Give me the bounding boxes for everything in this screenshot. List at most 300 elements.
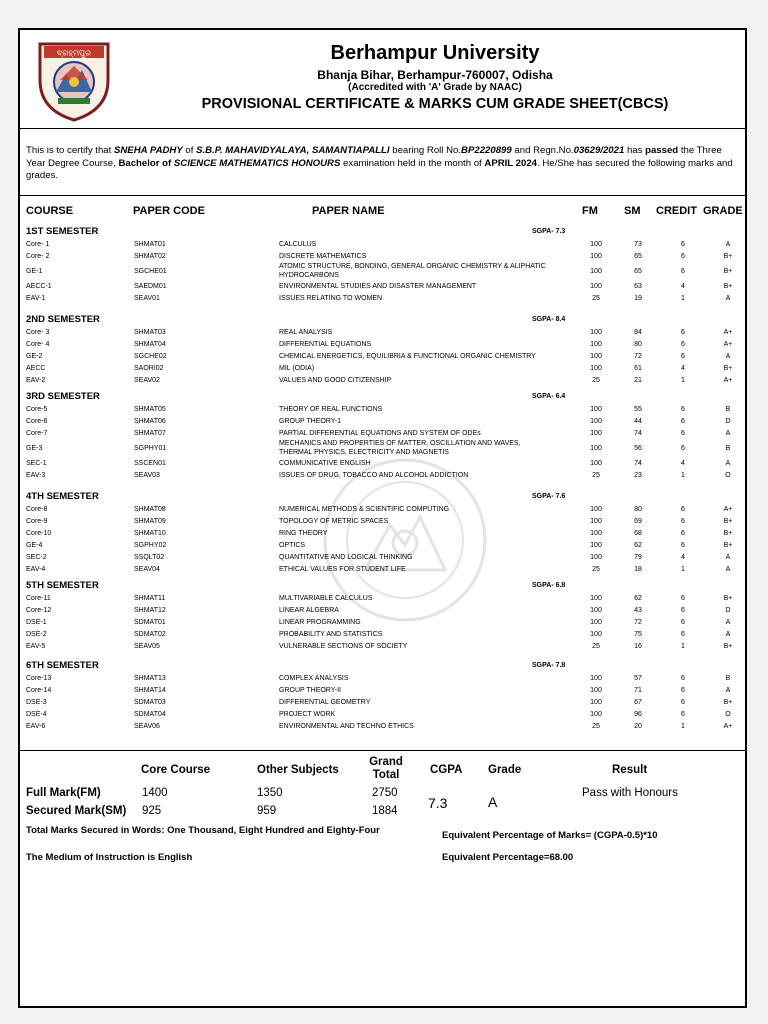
paper-name: PARTIAL DIFFERENTIAL EQUATIONS AND SYSTEM OF ODEs: [279, 430, 481, 437]
secured-mark: 23: [634, 472, 642, 479]
credit: 6: [681, 329, 685, 336]
credit: 6: [681, 241, 685, 248]
table-row: [20, 439, 745, 457]
secured-mark: 21: [634, 377, 642, 384]
paper-code: SGPHY02: [134, 542, 167, 549]
full-mark: 100: [590, 365, 602, 372]
full-mark: 100: [590, 329, 602, 336]
secured-mark-label: Secured Mark(SM): [26, 805, 127, 817]
grade: O: [725, 472, 731, 479]
paper-name: QUANTITATIVE AND LOGICAL THINKING: [279, 554, 413, 561]
full-mark: 25: [592, 295, 600, 302]
grade: B+: [723, 530, 733, 537]
credit: 1: [681, 295, 685, 302]
grade: A+: [723, 723, 733, 730]
table-row: [20, 720, 745, 732]
logo-top-text: ବ୍ରହ୍ମପୁର: [56, 48, 92, 58]
credit: 4: [681, 460, 685, 467]
course-code: DSE-1: [26, 619, 47, 626]
roll-number: BP2220899: [461, 145, 512, 156]
credit: 1: [681, 566, 685, 573]
table-row: [20, 262, 745, 280]
paper-code: SGCHE02: [134, 353, 167, 360]
credit: 6: [681, 406, 685, 413]
paper-code: SAEDM01: [134, 283, 167, 290]
course-code: EAV-2: [26, 377, 46, 384]
paper-name: OPTICS: [279, 542, 306, 549]
paper-code: SEAV05: [134, 643, 160, 650]
full-mark: 100: [590, 353, 602, 360]
paper-name: MECHANICS AND PROPERTIES OF MATTER, OSCILLATION AND WAVES, THERMAL PHYSICS, ELECTRICITY AND MAGNETIS: [279, 440, 521, 456]
medium-of-instruction: The Medium of Instruction is English: [26, 852, 193, 863]
table-row: [20, 292, 745, 304]
secured-mark: 62: [634, 595, 642, 602]
secured-mark: 74: [634, 430, 642, 437]
grade: A+: [723, 506, 733, 513]
full-mark: 100: [590, 687, 602, 694]
full-mark: 100: [590, 518, 602, 525]
paper-code: SHMAT06: [134, 418, 166, 425]
header-divider: [20, 128, 745, 129]
full-mark: 25: [592, 377, 600, 384]
semester-title: 2ND SEMESTER: [26, 314, 100, 325]
grade: A: [725, 460, 731, 467]
course-code: Core- 3: [26, 329, 50, 336]
course-subject: SCIENCE MATHEMATICS HONOURS: [173, 157, 341, 169]
secured-mark: 96: [634, 711, 642, 718]
paper-name: LINEAR PROGRAMMING: [279, 619, 361, 626]
full-mark: 100: [590, 506, 602, 513]
col-credit-header: CREDIT: [656, 205, 697, 217]
secured-mark: 16: [634, 643, 642, 650]
course-code: GE-4: [26, 542, 43, 549]
grade: B+: [723, 253, 733, 260]
course-code: AECC: [26, 365, 46, 372]
grade: B+: [723, 365, 733, 372]
table-row: [20, 672, 745, 684]
table-row: [20, 628, 745, 640]
course-code: EAV-4: [26, 566, 46, 573]
paper-code: SSCEN01: [134, 460, 166, 467]
table-row: [20, 640, 745, 652]
grade: A: [725, 241, 731, 248]
paper-name: VULNERABLE SECTIONS OF SOCIETY: [279, 643, 408, 650]
credit: 6: [681, 506, 685, 513]
credit: 1: [681, 643, 685, 650]
course-code: Core-7: [26, 430, 48, 437]
credit: 6: [681, 687, 685, 694]
semester-sgpa: SGPA- 7.8: [532, 662, 566, 669]
credit: 6: [681, 418, 685, 425]
semester-sgpa: SGPA- 8.4: [532, 316, 566, 323]
paper-code: SHMAT09: [134, 518, 166, 525]
grade: A: [725, 295, 731, 302]
course-code: Core-13: [26, 675, 52, 682]
grade: B+: [723, 643, 733, 650]
grade: B: [725, 675, 731, 682]
grade: A: [725, 687, 731, 694]
course-code: Core-10: [26, 530, 52, 537]
paper-code: SSQLT02: [134, 554, 165, 561]
paper-name: ENVIRONMENTAL STUDIES AND DISASTER MANAGEMENT: [279, 283, 477, 290]
paper-name: DISCRETE MATHEMATICS: [279, 253, 367, 260]
paper-code: SEAV04: [134, 566, 160, 573]
course-code: Core- 2: [26, 253, 50, 260]
full-mark: 100: [590, 283, 602, 290]
table-row: [20, 238, 745, 250]
grade: A+: [723, 329, 733, 336]
full-mark: 100: [590, 554, 602, 561]
table-row: [20, 374, 745, 386]
secured-mark: 73: [634, 241, 642, 248]
paper-name: VALUES AND GOOD CITIZENSHIP: [279, 377, 392, 384]
course-code: GE-1: [26, 268, 43, 275]
course-code: DSE-4: [26, 711, 47, 718]
full-mark: 100: [590, 418, 602, 425]
semester-sgpa: SGPA- 6.8: [532, 582, 566, 589]
full-mark: 100: [590, 406, 602, 413]
grade: D: [725, 607, 731, 614]
paper-code: SHMAT11: [134, 595, 166, 602]
paper-code: SEAV02: [134, 377, 160, 384]
full-mark: 25: [592, 723, 600, 730]
grade: B+: [723, 518, 733, 525]
table-row: [20, 551, 745, 563]
paper-name: CALCULUS: [279, 241, 317, 248]
course-code: Core-8: [26, 506, 48, 513]
credit: 6: [681, 430, 685, 437]
paper-name: MULTIVARIABLE CALCULUS: [279, 595, 373, 602]
full-mark: 100: [590, 430, 602, 437]
secured-mark: 71: [634, 687, 642, 694]
grade: B+: [723, 268, 733, 275]
university-name: Berhampur University: [330, 42, 540, 64]
secured-mark: 56: [634, 445, 642, 452]
secured-mark: 19: [634, 295, 642, 302]
grade-sheet: [18, 28, 747, 1008]
course-code: EAV-1: [26, 295, 46, 302]
course-code: GE-2: [26, 353, 43, 360]
col-code-header: PAPER CODE: [133, 205, 205, 217]
paper-name: ISSUES RELATING TO WOMEN: [279, 295, 383, 302]
secured-mark-other: 959: [257, 805, 277, 817]
credit: 6: [681, 619, 685, 626]
table-row: [20, 350, 745, 362]
credit: 6: [681, 530, 685, 537]
percentage-formula: Equivalent Percentage of Marks= (CGPA-0.5)*10: [442, 830, 658, 841]
paper-name: COMMUNICATIVE ENGLISH: [279, 460, 371, 467]
paper-name: GROUP THEORY-1: [279, 418, 341, 425]
full-mark: 100: [590, 460, 602, 467]
college-name: S.B.P. MAHAVIDYALAYA, SAMANTIAPALLI: [196, 145, 390, 156]
table-divider: [20, 195, 745, 196]
full-mark: 100: [590, 619, 602, 626]
grade: A: [725, 619, 731, 626]
full-mark: 100: [590, 711, 602, 718]
secured-mark: 69: [634, 518, 642, 525]
secured-mark: 18: [634, 566, 642, 573]
credit: 6: [681, 631, 685, 638]
paper-name: MIL (ODIA): [279, 365, 315, 372]
credit: 6: [681, 542, 685, 549]
grade: D: [725, 418, 731, 425]
grade: A: [725, 566, 731, 573]
course-code: Core-14: [26, 687, 52, 694]
secured-mark: 55: [634, 406, 642, 413]
credit: 6: [681, 253, 685, 260]
full-mark: 100: [590, 268, 602, 275]
secured-mark: 62: [634, 542, 642, 549]
secured-mark: 80: [634, 506, 642, 513]
secured-mark: 63: [634, 283, 642, 290]
semester-title: 5TH SEMESTER: [26, 580, 99, 591]
grade: A+: [723, 341, 733, 348]
secured-mark: 65: [634, 268, 642, 275]
full-mark: 25: [592, 566, 600, 573]
paper-name: PROJECT WORK: [279, 711, 336, 718]
paper-name: ENVIRONMENTAL AND TECHNO ETHICS: [279, 723, 414, 730]
paper-code: SEAV01: [134, 295, 160, 302]
paper-name: NUMERICAL METHODS & SCIENTIFIC COMPUTING: [279, 506, 450, 513]
full-mark: 100: [590, 530, 602, 537]
table-row: [20, 515, 745, 527]
credit: 6: [681, 607, 685, 614]
university-address: Bhanja Bihar, Berhampur-760007, Odisha: [317, 68, 553, 82]
paper-code: SDMAT01: [134, 619, 166, 626]
paper-code: SHMAT07: [134, 430, 166, 437]
grade: B+: [723, 595, 733, 602]
paper-name: CHEMICAL ENERGETICS, EQUILIBRIA & FUNCTIONAL ORGANIC CHEMISTRY: [279, 353, 536, 360]
full-mark: 100: [590, 607, 602, 614]
course-code: DSE-2: [26, 631, 47, 638]
credit: 4: [681, 365, 685, 372]
full-mark: 25: [592, 643, 600, 650]
table-row: [20, 326, 745, 338]
col-name-header: PAPER NAME: [312, 205, 385, 217]
table-row: [20, 280, 745, 292]
paper-code: SHMAT05: [134, 406, 166, 413]
paper-name: ETHICAL VALUES FOR STUDENT LIFE: [279, 566, 406, 573]
semester-title: 6TH SEMESTER: [26, 660, 99, 671]
col-sm-header: SM: [624, 205, 641, 217]
registration-number: 03629/2021: [573, 145, 625, 156]
table-row: [20, 469, 745, 481]
table-row: [20, 338, 745, 350]
summary-grade-header: Grade: [488, 764, 522, 776]
grade: B+: [723, 699, 733, 706]
credit: 4: [681, 283, 685, 290]
summary-other-header: Other Subjects: [257, 764, 339, 776]
full-mark: 25: [592, 472, 600, 479]
table-row: [20, 427, 745, 439]
secured-mark-grand: 1884: [372, 805, 398, 817]
full-mark: 100: [590, 445, 602, 452]
grade: A: [725, 631, 731, 638]
course-code: Core-12: [26, 607, 52, 614]
table-row: [20, 527, 745, 539]
semester-title: 4TH SEMESTER: [26, 491, 99, 502]
grade: A: [725, 554, 731, 561]
course-code: Core- 4: [26, 341, 50, 348]
grade: A: [725, 430, 731, 437]
paper-code: SGPHY01: [134, 445, 167, 452]
secured-mark: 72: [634, 353, 642, 360]
paper-name: THEORY OF REAL FUNCTIONS: [279, 406, 383, 413]
paper-code: SAORI02: [134, 365, 164, 372]
grade: B: [725, 406, 731, 413]
semester-title: 3RD SEMESTER: [26, 391, 100, 402]
student-name: SNEHA PADHY: [113, 145, 183, 156]
course-code: AECC-1: [26, 283, 52, 290]
secured-mark-core: 925: [142, 805, 162, 817]
credit: 6: [681, 518, 685, 525]
semester-sgpa: SGPA- 6.4: [532, 393, 566, 400]
cgpa-value: 7.3: [428, 795, 448, 811]
table-row: [20, 708, 745, 720]
credit: 1: [681, 723, 685, 730]
credit: 6: [681, 595, 685, 602]
paper-name: DIFFERENTIAL EQUATIONS: [279, 341, 372, 348]
grade: B+: [723, 283, 733, 290]
paper-name: COMPLEX ANALYSIS: [279, 675, 349, 682]
paper-name: TOPOLOGY OF METRIC SPACES: [279, 518, 389, 525]
col-course-header: COURSE: [26, 205, 74, 217]
course-code: Core-5: [26, 406, 48, 413]
secured-mark: 84: [634, 329, 642, 336]
paper-code: SHMAT10: [134, 530, 166, 537]
paper-code: SDMAT04: [134, 711, 166, 718]
summary-grand-header: Grand Total: [369, 756, 403, 781]
full-mark-grand: 2750: [372, 787, 398, 799]
grade: A+: [723, 377, 733, 384]
table-row: [20, 696, 745, 708]
semester-sgpa: SGPA- 7.3: [532, 228, 566, 235]
summary-cgpa-header: CGPA: [430, 764, 463, 776]
table-row: [20, 503, 745, 515]
credit: 6: [681, 341, 685, 348]
marks-in-words: Total Marks Secured in Words: One Thousand, Eight Hundred and Eighty-Four: [26, 825, 380, 836]
secured-mark: 79: [634, 554, 642, 561]
paper-code: SHMAT12: [134, 607, 166, 614]
table-row: [20, 604, 745, 616]
course-code: GE-3: [26, 445, 43, 452]
secured-mark: 57: [634, 675, 642, 682]
paper-name: RING THEORY: [279, 530, 328, 537]
paper-name: LINEAR ALGEBRA: [279, 607, 339, 614]
full-mark: 100: [590, 631, 602, 638]
course-code: Core- 1: [26, 241, 50, 248]
course-code: EAV-5: [26, 643, 46, 650]
table-row: [20, 457, 745, 469]
secured-mark: 68: [634, 530, 642, 537]
equivalent-percentage: Equivalent Percentage=68.00: [442, 852, 574, 863]
paper-code: SHMAT01: [134, 241, 166, 248]
full-mark: 100: [590, 699, 602, 706]
credit: 6: [681, 445, 685, 452]
accreditation: (Accredited with 'A' Grade by NAAC): [348, 82, 522, 93]
secured-mark: 43: [634, 607, 642, 614]
course-code: EAV-6: [26, 723, 46, 730]
credit: 6: [681, 268, 685, 275]
table-row: [20, 539, 745, 551]
grade: B+: [723, 542, 733, 549]
course-code: Core-6: [26, 418, 48, 425]
secured-mark: 74: [634, 460, 642, 467]
course-code: EAV-3: [26, 472, 46, 479]
summary-result-header: Result: [612, 764, 648, 776]
paper-name: REAL ANALYSIS: [279, 329, 333, 336]
paper-code: SEAV06: [134, 723, 160, 730]
course-code: DSE-3: [26, 699, 47, 706]
sheet-title: PROVISIONAL CERTIFICATE & MARKS CUM GRADE SHEET(CBCS): [201, 96, 669, 112]
full-mark: 100: [590, 675, 602, 682]
paper-code: SDMAT03: [134, 699, 166, 706]
secured-mark: 75: [634, 631, 642, 638]
semester-sgpa: SGPA- 7.6: [532, 493, 566, 500]
col-fm-header: FM: [582, 205, 598, 217]
summary-core-header: Core Course: [141, 764, 211, 776]
certification-text: This is to certify that SNEHA PADHY of S.B.P. MAHAVIDYALAYA, SAMANTIAPALLI bearing Roll No.BP2220899 and Regn.No.03629/2021 has passed the Three Year Degree Course, Bachelor of SCIENCE MATHEMATICS HONOURS examination held in the month of APRIL 2024. He/She has secured the following marks and grades.: [26, 145, 733, 181]
paper-code: SHMAT04: [134, 341, 166, 348]
table-row: [20, 403, 745, 415]
full-mark: 100: [590, 253, 602, 260]
paper-code: SHMAT13: [134, 675, 166, 682]
paper-name: DIFFERENTIAL GEOMETRY: [279, 699, 371, 706]
table-row: [20, 592, 745, 604]
summary-divider: [20, 750, 745, 751]
exam-month: APRIL 2024: [484, 157, 538, 169]
full-mark: 100: [590, 341, 602, 348]
secured-mark: 44: [634, 418, 642, 425]
credit: 6: [681, 711, 685, 718]
credit: 6: [681, 675, 685, 682]
paper-name: GROUP THEORY-II: [279, 687, 341, 694]
course-code: SEC-2: [26, 554, 47, 561]
full-mark-other: 1350: [257, 787, 283, 799]
table-row: [20, 250, 745, 262]
course-code: SEC-1: [26, 460, 47, 467]
credit: 1: [681, 472, 685, 479]
credit: 6: [681, 699, 685, 706]
course-code: Core-9: [26, 518, 48, 525]
semester-title: 1ST SEMESTER: [26, 226, 99, 237]
paper-name: ATOMIC STRUCTURE, BONDING, GENERAL ORGANIC CHEMISTRY & ALIPHATIC HYDROCARBONS: [279, 263, 546, 279]
table-row: [20, 684, 745, 696]
full-mark-core: 1400: [142, 787, 168, 799]
table-row: [20, 415, 745, 427]
paper-code: SHMAT14: [134, 687, 166, 694]
course-code: Core-11: [26, 595, 51, 602]
full-mark: 100: [590, 241, 602, 248]
secured-mark: 72: [634, 619, 642, 626]
final-grade-value: A: [488, 794, 498, 810]
result-value: Pass with Honours: [582, 787, 678, 799]
secured-mark: 80: [634, 341, 642, 348]
full-mark-label: Full Mark(FM): [26, 787, 101, 799]
table-row: [20, 616, 745, 628]
grade: B: [725, 445, 731, 452]
secured-mark: 61: [634, 365, 642, 372]
secured-mark: 20: [634, 723, 642, 730]
paper-code: SGCHE01: [134, 268, 167, 275]
paper-code: SHMAT02: [134, 253, 166, 260]
paper-code: SDMAT02: [134, 631, 166, 638]
full-mark: 100: [590, 595, 602, 602]
table-row: [20, 563, 745, 575]
university-logo: [34, 36, 114, 122]
paper-name: PROBABILITY AND STATISTICS: [279, 631, 383, 638]
paper-name: ISSUES OF DRUG, TOBACCO AND ALCOHOL ADDICTION: [279, 472, 469, 479]
